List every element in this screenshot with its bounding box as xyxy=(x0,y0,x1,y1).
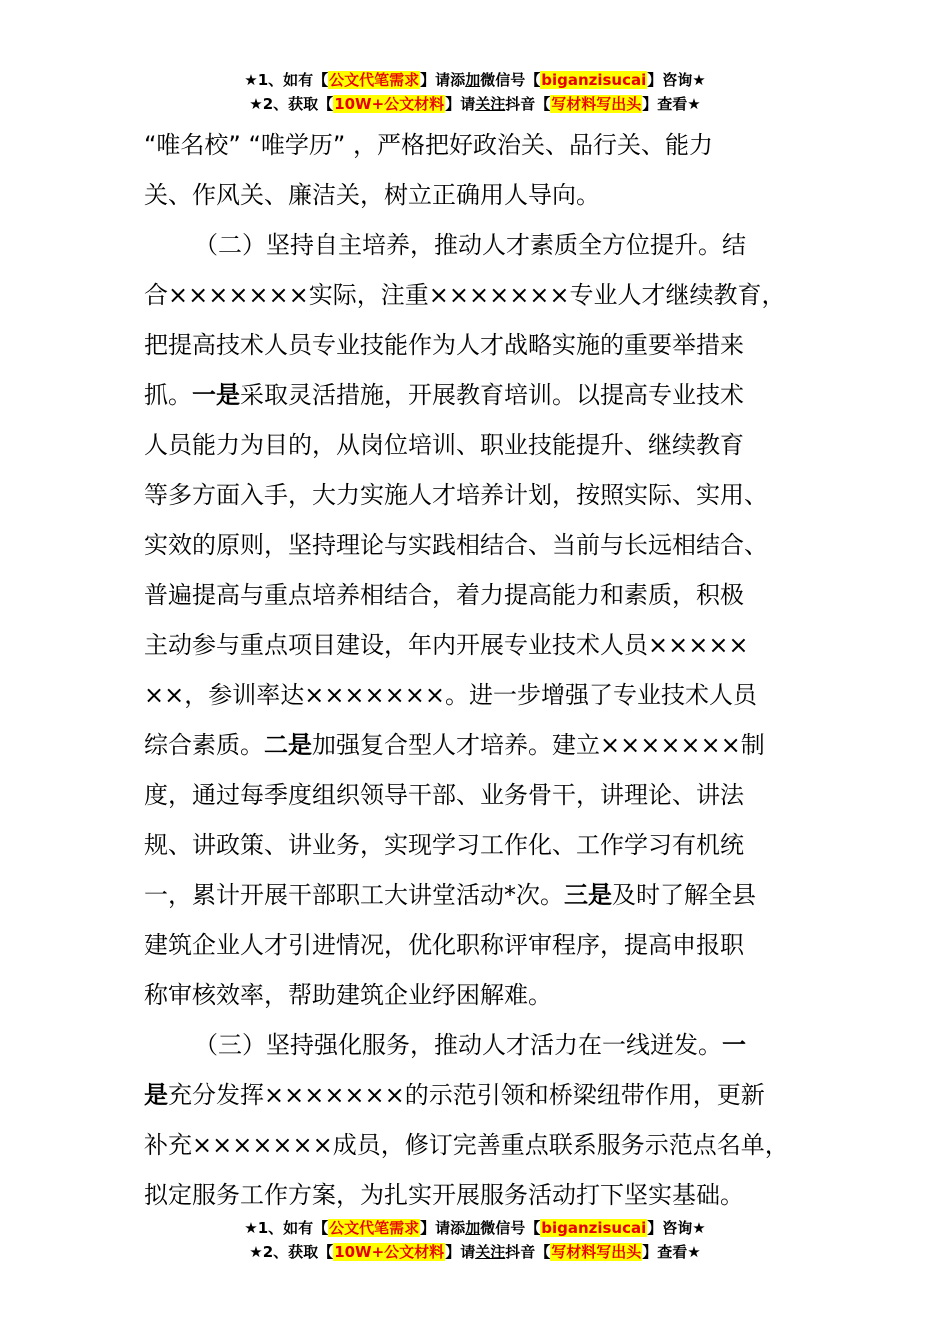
document-body xyxy=(144,120,834,1220)
body-line xyxy=(144,870,834,920)
banner-text: 】查看★ xyxy=(642,1243,701,1261)
banner-highlight: 写材料写出头 xyxy=(551,1243,642,1261)
footer-banner xyxy=(0,1216,950,1264)
body-text: （三）坚持强化服务，推动人才活力在一线迸发。 xyxy=(194,1031,722,1059)
body-line: 拟定服务工作方案，为扎实开展服务活动打下坚实基础。 xyxy=(144,1181,744,1209)
bold-marker: 是 xyxy=(144,1081,168,1109)
banner-row-2 xyxy=(0,92,950,116)
body-line: 合×××××××实际，注重×××××××专业人才继续教育， xyxy=(144,281,786,309)
banner-underline: 加 xyxy=(465,71,481,89)
banner-text: 】请添 xyxy=(420,71,466,89)
body-line: 把提高技术人员专业技能作为人才战略实施的重要举措来 xyxy=(144,331,744,359)
bold-marker: 一是 xyxy=(192,381,240,409)
body-line xyxy=(144,1070,834,1120)
section-heading-3 xyxy=(144,1020,834,1070)
body-text: 充分发挥×××××××的示范引领和桥梁纽带作用，更新 xyxy=(168,1081,765,1109)
body-line: 等多方面入手，大力实施人才培养计划，按照实际、实用、 xyxy=(144,481,768,509)
banner-text: 抖音【 xyxy=(505,95,551,113)
body-text: 综合素质。 xyxy=(144,731,264,759)
banner-text: 微信号【 xyxy=(480,71,541,89)
bold-marker: 三是 xyxy=(564,881,612,909)
body-text: 及时了解全县 xyxy=(612,881,756,909)
banner-underline: 加 xyxy=(465,1219,481,1237)
body-line: 普遍提高与重点培养相结合，着力提高能力和素质，积极 xyxy=(144,581,744,609)
banner-highlight: 公文代笔需求 xyxy=(329,71,420,89)
body-line: 人员能力为目的，从岗位培训、职业技能提升、继续教育 xyxy=(144,431,744,459)
body-line: 补充×××××××成员，修订完善重点联系服务示范点名单， xyxy=(144,1131,789,1159)
banner-text: 】咨询★ xyxy=(647,71,706,89)
body-line: 度，通过每季度组织领导干部、业务骨干，讲理论、讲法 xyxy=(144,781,744,809)
banner-text: ★1、如有【 xyxy=(244,1219,329,1237)
body-text: 抓。 xyxy=(144,381,192,409)
bold-marker: 二是 xyxy=(264,731,312,759)
body-line: 称审核效率，帮助建筑企业纾困解难。 xyxy=(144,981,552,1009)
banner-underline: 关注 xyxy=(475,1243,506,1261)
banner-underline: 关注 xyxy=(475,95,506,113)
banner-text: 抖音【 xyxy=(505,1243,551,1261)
banner-text: 】咨询★ xyxy=(647,1219,706,1237)
body-line: “唯名校” “唯学历” ，严格把好政治关、品行关、能力 xyxy=(144,131,713,159)
banner-highlight: biganzisucai xyxy=(541,71,647,89)
section-heading-2: （二）坚持自主培养，推动人才素质全方位提升。结 xyxy=(194,231,746,259)
banner-text: 】查看★ xyxy=(642,95,701,113)
body-line: ××，参训率达×××××××。进一步增强了专业技术人员 xyxy=(144,681,757,709)
banner-text: 】请 xyxy=(445,1243,476,1261)
banner-highlight: 10W+公文材料 xyxy=(334,95,445,113)
bold-marker: 一 xyxy=(722,1031,746,1059)
banner-row-1 xyxy=(0,1216,950,1240)
banner-text: 】请添 xyxy=(420,1219,466,1237)
header-banner xyxy=(0,68,950,116)
body-text: 加强复合型人才培养。建立×××××××制 xyxy=(312,731,765,759)
body-line: 实效的原则，坚持理论与实践相结合、当前与长远相结合、 xyxy=(144,531,768,559)
banner-row-1 xyxy=(0,68,950,92)
body-line xyxy=(144,720,834,770)
banner-text: 微信号【 xyxy=(480,1219,541,1237)
banner-text: ★2、获取【 xyxy=(249,1243,334,1261)
banner-highlight: 10W+公文材料 xyxy=(334,1243,445,1261)
banner-row-2 xyxy=(0,1240,950,1264)
body-line: 关、作风关、廉洁关，树立正确用人导向。 xyxy=(144,181,600,209)
banner-text: 】请 xyxy=(445,95,476,113)
banner-highlight: biganzisucai xyxy=(541,1219,647,1237)
body-line: 建筑企业人才引进情况，优化职称评审程序，提高申报职 xyxy=(144,931,744,959)
banner-highlight: 公文代笔需求 xyxy=(329,1219,420,1237)
banner-text: ★1、如有【 xyxy=(244,71,329,89)
banner-text: ★2、获取【 xyxy=(249,95,334,113)
body-line: 规、讲政策、讲业务，实现学习工作化、工作学习有机统 xyxy=(144,831,744,859)
body-text: 一，累计开展干部职工大讲堂活动*次。 xyxy=(144,881,564,909)
banner-highlight: 写材料写出头 xyxy=(551,95,642,113)
body-text: 采取灵活措施，开展教育培训。以提高专业技术 xyxy=(240,381,744,409)
body-line xyxy=(144,370,834,420)
body-line: 主动参与重点项目建设，年内开展专业技术人员××××× xyxy=(144,631,749,659)
